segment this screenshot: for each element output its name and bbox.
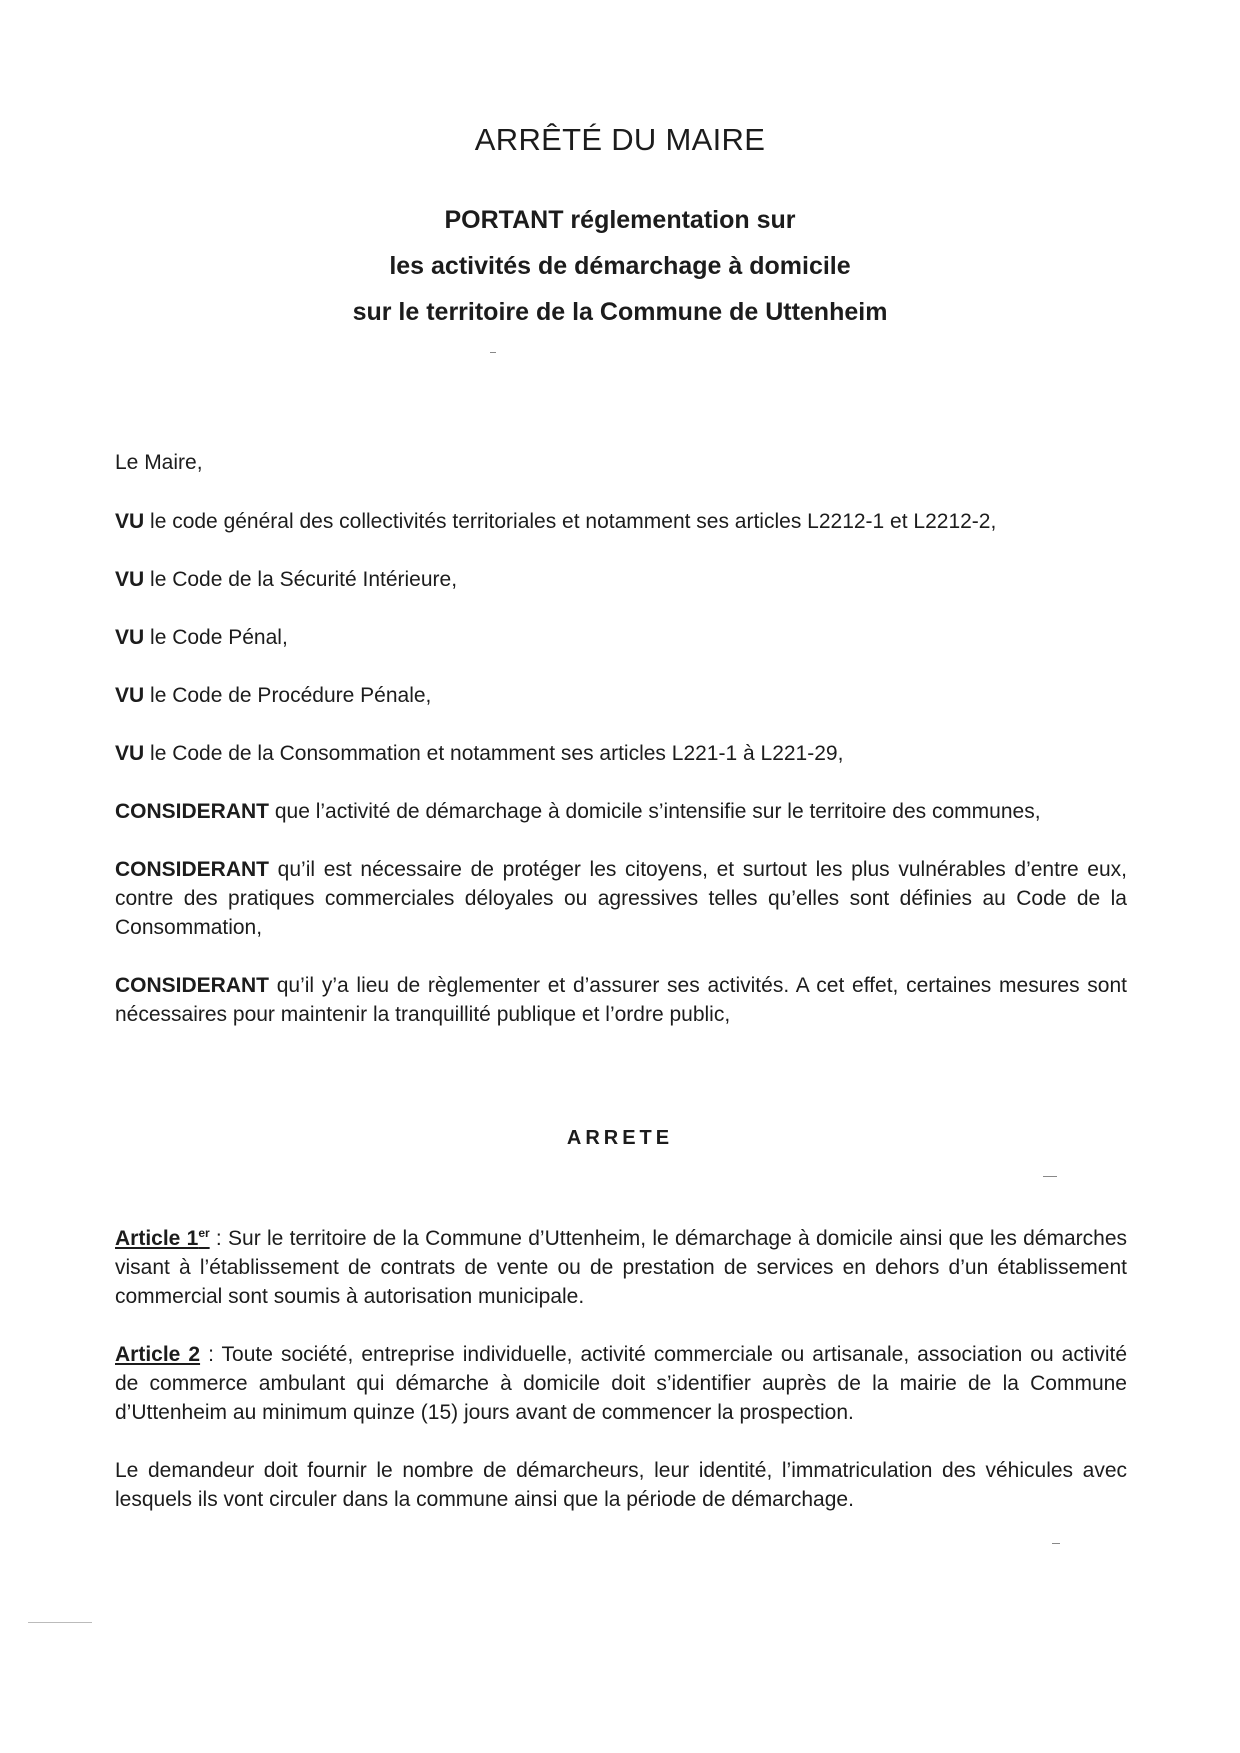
vu-text: le Code de la Sécurité Intérieure, [144, 568, 458, 591]
vu-text: le Code Pénal, [144, 626, 288, 649]
article-1 [115, 1219, 1127, 1311]
opening-line: Le Maire, [115, 451, 203, 474]
vu-keyword: VU [115, 568, 145, 591]
article-1-superscript: er [198, 1226, 210, 1240]
subtitle-line-3: sur le territoire de la Commune de Uttenheim [352, 298, 888, 326]
decision-heading: ARRETE [566, 1127, 674, 1149]
subtitle-line-1-rest: réglementation sur [563, 206, 796, 234]
vu-clause [115, 507, 1127, 536]
considerant-text: que l’activité de démarchage à domicile s’intensifie sur le territoire des communes, [269, 800, 1041, 823]
vu-keyword: VU [115, 684, 145, 707]
considerant-text: qu’il y’a lieu de règlementer et d’assurer ses activités. A cet effet, certaines mesures sont nécessaires pour maintenir la tranquillité publique et l’ordre public, [115, 974, 1127, 1026]
article-2-label: Article 2 [115, 1343, 201, 1366]
article-1-label [115, 1227, 210, 1250]
vu-text: le code général des collectivités territoriales et notamment ses articles L2212-1 et L2212-2, [144, 510, 997, 533]
subtitle-line-2: les activités de démarchage à domicile [389, 252, 851, 280]
vu-clause [115, 623, 1127, 652]
article-2-text: : Toute société, entreprise individuelle, activité commerciale ou artisanale, association ou activité de commerce ambulant qui démarche à domicile doit s’identifier auprès de la mairie de la Commune d’Uttenheim au minimum quinze (15) jours avant de commencer la prospection. [115, 1343, 1127, 1424]
vu-clause [115, 681, 1127, 710]
considerant-keyword: CONSIDERANT [115, 800, 270, 823]
considerant-clause [115, 855, 1127, 942]
considerant-keyword: CONSIDERANT [115, 858, 270, 881]
vu-keyword: VU [115, 510, 145, 533]
article-1-text: : Sur le territoire de la Commune d’Uttenheim, le démarchage à domicile ainsi que les démarches visant à l’établissement de contrats de vente ou de prestation de services en dehors d’un établissement commercial sont soumis à autorisation municipale. [115, 1227, 1128, 1308]
document-subtitle [0, 197, 1240, 335]
vu-clause [115, 565, 1127, 594]
scan-mark [28, 1622, 92, 1623]
scan-mark [1052, 1543, 1060, 1544]
vu-keyword: VU [115, 742, 145, 765]
considerant-clause [115, 971, 1127, 1029]
considerant-keyword: CONSIDERANT [115, 974, 270, 997]
document-title: ARRÊTÉ DU MAIRE [474, 122, 766, 157]
scan-mark [490, 352, 496, 353]
scan-mark [1043, 1176, 1057, 1177]
subtitle-bold-word: PORTANT [444, 206, 564, 234]
document-body [115, 448, 1127, 1029]
considerant-clause [115, 797, 1127, 826]
vu-text: le Code de la Consommation et notamment ses articles L221-1 à L221-29, [144, 742, 844, 765]
article-1-label-text: Article 1 [115, 1227, 199, 1250]
article-2-followup: Le demandeur doit fournir le nombre de démarcheurs, leur identité, l’immatriculation des véhicules avec lesquels ils vont circuler dans la commune ainsi que la période de démarchage. [115, 1459, 1127, 1511]
vu-clause [115, 739, 1127, 768]
subtitle-line-1 [0, 197, 1240, 243]
article-2 [115, 1340, 1127, 1427]
vu-text: le Code de Procédure Pénale, [144, 684, 432, 707]
considerant-text: qu’il est nécessaire de protéger les citoyens, et surtout les plus vulnérables d’entre eux, contre des pratiques commerciales déloyales ou agressives telles qu’elles sont définies au Code de la Consommation, [115, 858, 1127, 939]
vu-keyword: VU [115, 626, 145, 649]
articles-section [115, 1219, 1127, 1514]
